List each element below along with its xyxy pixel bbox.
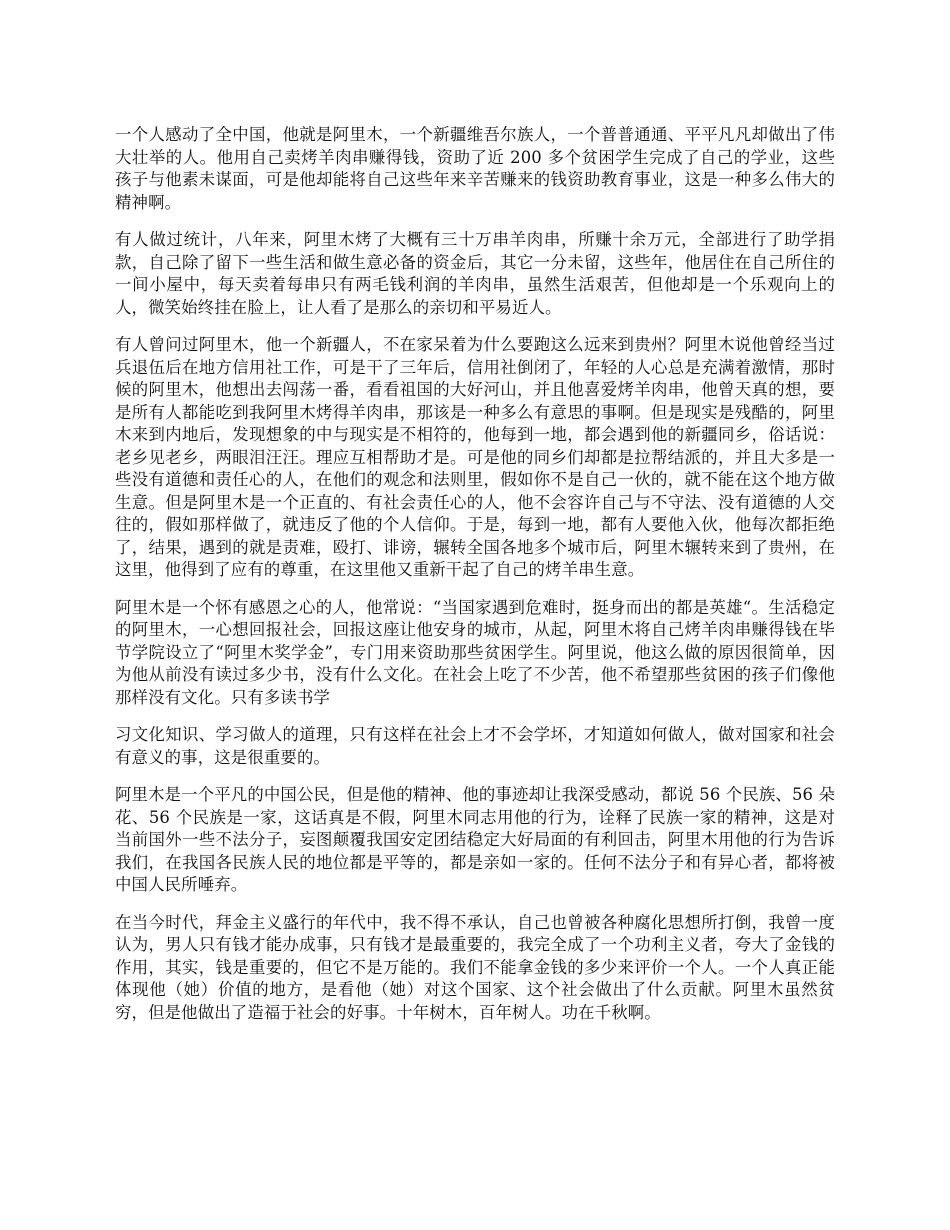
paragraph-6: 阿里木是一个平凡的中国公民，但是他的精神、他的事迹却让我深受感动，都说 56 个民族、56 朵花、56 个民族是一家，这话真是不假，阿里木同志用他的行为，诠释了民族一家的精神，这是对当前国外一些不法分子，妄图颠覆我国安定团结稳定大好局面的有利回击，阿里木用他的行为告诉我们，在我国各民族人民的地位都是平等的，都是亲如一家的。任何不法分子和有异心者，都将被中国人民所唾弃。: [115, 785, 836, 894]
paragraph-5: 习文化知识、学习做人的道理，只有这样在社会上才不会学坏，才知道如何做人，做对国家和社会有意义的事，这是很重要的。: [115, 725, 835, 767]
paragraph-2: 有人做过统计，八年来，阿里木烤了大概有三十万串羊肉串，所赚十余万元，全部进行了助学捐款，自己除了留下一些生活和做生意必备的资金后，其它一分未留，这些年，他居住在自己所住的一间小屋中，每天卖着每串只有两毛钱利润的羊肉串，虽然生活艰苦，但他却是一个乐观向上的人，微笑始终挂在脸上，让人看了是那么的亲切和平易近人。: [115, 230, 835, 317]
document-body: [115, 124, 835, 1039]
paragraph-1: 一个人感动了全中国，他就是阿里木，一个新疆维吾尔族人，一个普普通通、平平凡凡却做出了伟大壮举的人。他用自己卖烤羊肉串赚得钱，资助了近 200 多个贫困学生完成了自己的学业，这些孩子与他素未谋面，可是他却能将自己这些年来辛苦赚来的钱资助教育事业，这是一种多么伟大的精神啊。: [115, 125, 835, 212]
paragraph-3: 有人曾问过阿里木，他一个新疆人，不在家呆着为什么要跑这么远来到贵州？阿里木说他曾经当过兵退伍后在地方信用社工作，可是干了三年后，信用社倒闭了，年轻的人心总是充满着激情，那时候的阿里木，他想出去闯荡一番，看看祖国的大好河山，并且他喜爱烤羊肉串，他曾天真的想，要是所有人都能吃到我阿里木烤得羊肉串，那该是一种多么有意思的事啊。但是现实是残酷的，阿里木来到内地后，发现想象的中与现实是不相符的，他每到一地，都会遇到他的新疆同乡，俗话说：老乡见老乡，两眼泪汪汪。理应互相帮助才是。可是他的同乡们却都是拉帮结派的，并且大多是一些没有道德和责任心的人，在他们的观念和法则里，假如你不是自己一伙的，就不能在这个地方做生意。但是阿里木是一个正直的、有社会责任心的人，他不会容许自己与不守法、没有道德的人交往的，假如那样做了，就违反了他的个人信仰。于是，每到一地，都有人要他入伙，他每次都拒绝了，结果，遇到的就是责难，殴打、诽谤，辗转全国各地多个城市后，阿里木辗转来到了贵州，在这里，他得到了应有的尊重，在这里他又重新干起了自己的烤羊串生意。: [115, 335, 835, 579]
paragraph-7: 在当今时代，拜金主义盛行的年代中，我不得不承认，自己也曾被各种腐化思想所打倒，我曾一度认为，男人只有钱才能办成事，只有钱才是最重要的，我完全成了一个功利主义者，夸大了金钱的作用，其实，钱是重要的，但它不是万能的。我们不能拿金钱的多少来评价一个人。一个人真正能体现他（她）价值的地方，是看他（她）对这个国家、这个社会做出了什么贡献。阿里木虽然贫穷，但是他做出了造福于社会的好事。十年树木，百年树人。功在千秋啊。: [115, 912, 835, 1022]
paragraph-4: 阿里木是一个怀有感恩之心的人，他常说：“当国家遇到危难时，挺身而出的都是英雄“。生活稳定的阿里木，一心想回报社会，回报这座让他安身的城市，从起，阿里木将自己烤羊肉串赚得钱在毕节学院设立了“阿里木奖学金”，专门用来资助那些贫困学生。阿里说，他这么做的原因很简单，因为他从前没有读过多少书，没有什么文化。在社会上吃了不少苦，他不希望那些贫困的孩子们像他那样没有文化。只有多读书学: [115, 597, 835, 707]
